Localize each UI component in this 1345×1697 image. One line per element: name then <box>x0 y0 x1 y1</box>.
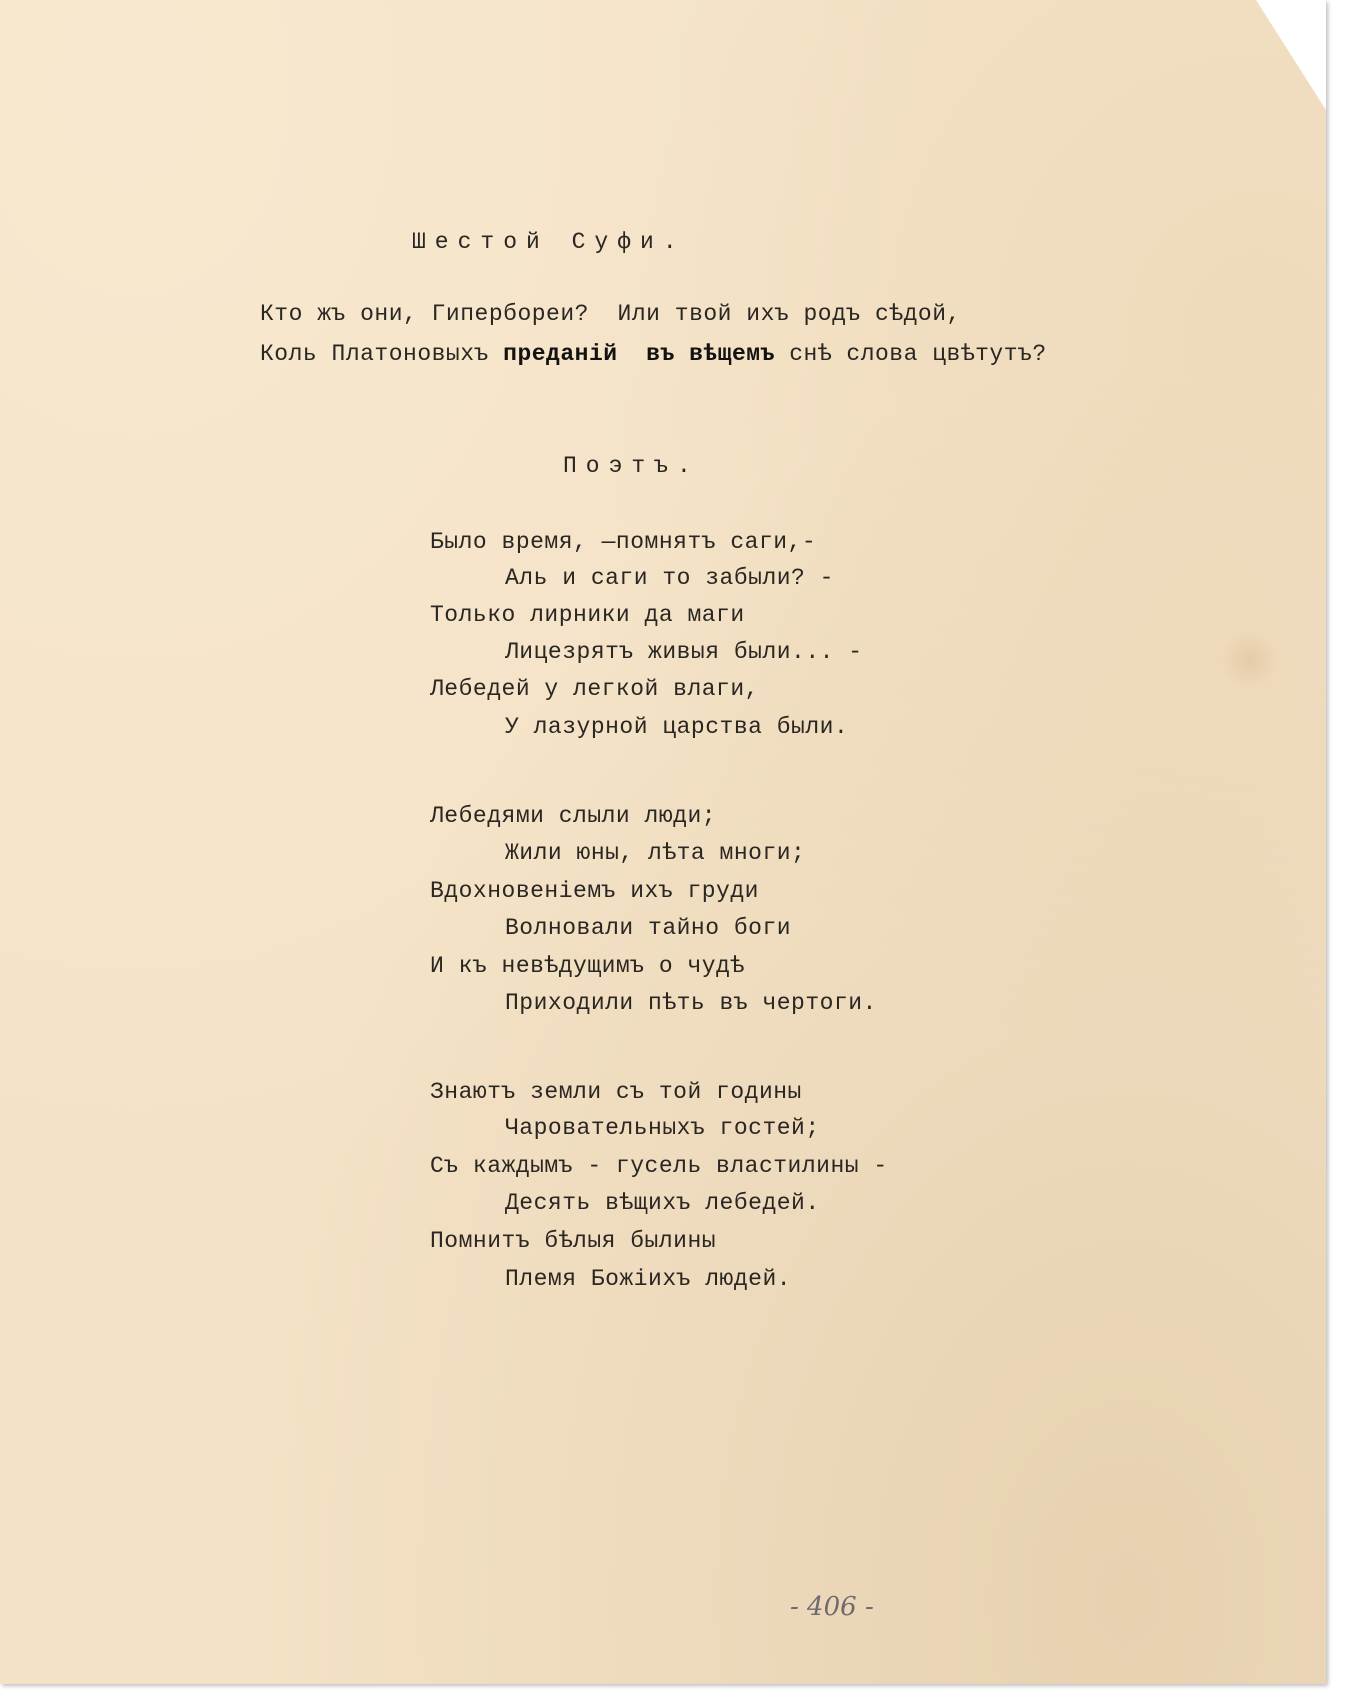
page-number: - 406 - <box>790 1592 874 1622</box>
question-line-2 <box>260 343 1047 366</box>
stanza-2-line-3: Вдохновеніемъ ихъ груди <box>430 878 759 904</box>
stanza-1-line-1: Было время, —помнятъ саги,- <box>430 529 817 555</box>
question-line-2-start: Коль Платоновыхъ <box>260 341 504 367</box>
stanza-2-line-2: Жили юны, лѣта многи; <box>505 840 806 866</box>
stanza-1-line-6: У лазурной царства были. <box>505 714 849 740</box>
stanza-3-line-2: Чаровательныхъ гостей; <box>505 1115 820 1141</box>
stanza-2-line-4: Волновали тайно боги <box>505 915 792 941</box>
question-line-2-end: снѣ слова цвѣтутъ? <box>774 341 1047 367</box>
stanza-3-line-6: Племя Божіихъ людей. <box>505 1266 792 1292</box>
question-line-2-emphasis: преданій въ вѣщемъ <box>503 341 775 367</box>
stanza-1-line-4: Лицезрятъ живыя были... - <box>505 639 863 665</box>
heading: Шестой Суфи. <box>412 229 686 255</box>
stanza-2-line-5: И къ невѣдущимъ о чудѣ <box>430 953 745 979</box>
speaker-label: Поэтъ. <box>563 453 700 479</box>
stanza-3-line-3: Съ каждымъ - гусель властилины - <box>430 1153 888 1179</box>
stanza-1-line-3: Только лирники да маги <box>430 602 745 628</box>
stanza-3-line-1: Знаютъ земли съ той годины <box>430 1079 802 1105</box>
paper-stain <box>1220 630 1280 690</box>
stanza-3-line-5: Помнитъ бѣлыя былины <box>430 1228 717 1254</box>
stanza-2-line-1: Лебедями слыли люди; <box>430 803 717 829</box>
question-line-1: Кто жъ они, Гипербореи? Или твой ихъ родъ сѣдой, <box>260 301 961 327</box>
stanza-2-line-6: Приходили пѣть въ чертоги. <box>505 990 877 1016</box>
stanza-3-line-4: Десять вѣщихъ лебедей. <box>505 1190 820 1216</box>
stanza-1-line-5: Лебедей у легкой влаги, <box>430 676 759 702</box>
stanza-1-line-2: Аль и саги то забыли? - <box>505 565 834 591</box>
folded-corner <box>1256 0 1326 110</box>
